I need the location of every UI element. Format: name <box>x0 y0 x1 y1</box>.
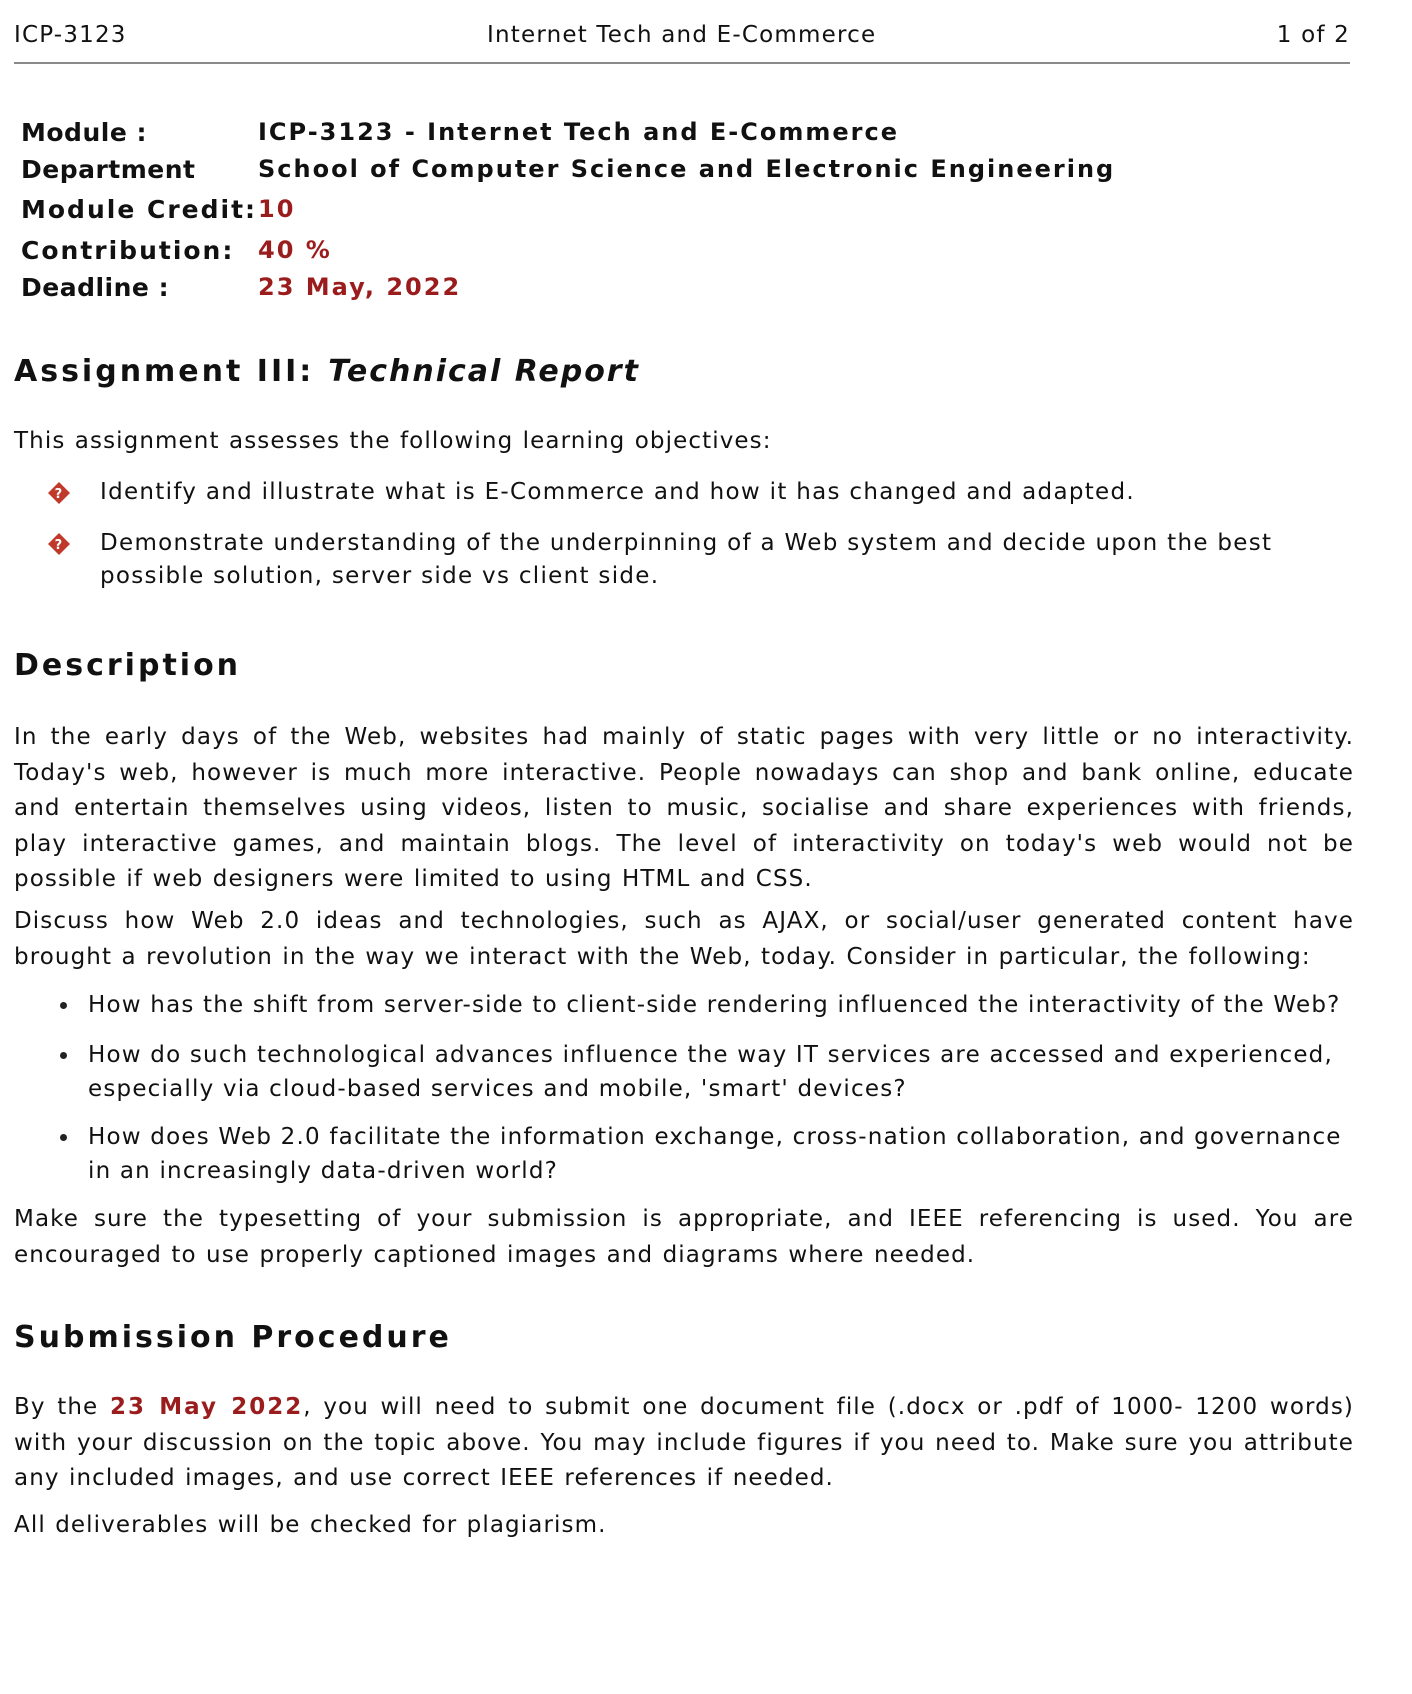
header-course-title: Internet Tech and E-Commerce <box>487 22 877 48</box>
module-label: Module : <box>21 118 147 147</box>
objective-text: Demonstrate understanding of the underpinning of a Web system and decide upon the best possible solution, server side vs client side. <box>100 530 1273 589</box>
bullet-item <box>60 988 1352 1022</box>
description-paragraph-3: Make sure the typesetting of your submission is appropriate, and IEEE referencing is used. You are encouraged to use properly captioned images and diagrams where needed. <box>14 1206 1354 1268</box>
page-header <box>14 18 1350 64</box>
plagiarism-note: All deliverables will be checked for plagiarism. <box>14 1512 607 1538</box>
diamond-question-icon <box>48 533 70 555</box>
department-label: Department <box>21 155 196 184</box>
bullet-text: How has the shift from server-side to client-side rendering influenced the interactivity of the Web? <box>88 992 1341 1018</box>
objective-item <box>48 476 1348 509</box>
objective-item <box>48 527 1348 593</box>
svg-text:?: ? <box>54 487 64 502</box>
contribution-label: Contribution: <box>21 236 235 265</box>
assignment-subtitle: Technical Report <box>328 354 640 389</box>
submission-paragraph <box>14 1390 1354 1497</box>
credit-label: Module Credit: <box>21 195 258 224</box>
credit-value: 10 <box>258 195 296 223</box>
header-module-code: ICP-3123 <box>14 22 127 48</box>
objectives-intro: This assignment assesses the following learning objectives: <box>14 428 772 454</box>
submission-date: 23 May 2022 <box>109 1394 304 1420</box>
assignment-heading-label: Assignment III: <box>14 354 315 389</box>
header-page-indicator: 1 of 2 <box>1276 22 1350 48</box>
assignment-heading <box>14 354 640 389</box>
submission-lead: By the <box>14 1394 99 1420</box>
description-paragraph-1: In the early days of the Web, websites had mainly of static pages with very little or no interactivity. Today's web, however is much more interactive. People nowadays can shop and bank online, educate and entertain themselves using videos, listen to music, socialise and share experiences with friends, play interactive games, and maintain blogs. The level of interactivity on today's web would not be possible if web designers were limited to using HTML and CSS. <box>14 724 1354 892</box>
module-value: ICP-3123 - Internet Tech and E-Commerce <box>258 118 899 146</box>
contribution-value: 40 % <box>258 236 332 264</box>
deadline-value: 23 May, 2022 <box>258 273 462 301</box>
bullet-dot <box>60 1134 67 1141</box>
diamond-question-icon <box>48 482 70 504</box>
submission-heading: Submission Procedure <box>14 1320 452 1355</box>
bullet-dot <box>60 1052 67 1059</box>
bullet-item <box>60 1120 1352 1188</box>
description-paragraph-2: Discuss how Web 2.0 ideas and technologies, such as AJAX, or social/user generated content have brought a revolution in the way we interact with the Web, today. Consider in particular, the following: <box>14 908 1354 970</box>
bullet-text: How does Web 2.0 facilitate the information exchange, cross-nation collaboration, and governance in an increasingly data-driven world? <box>88 1124 1342 1184</box>
bullet-item <box>60 1038 1352 1106</box>
deadline-label: Deadline : <box>21 273 170 302</box>
objective-text: Identify and illustrate what is E-Commerce and how it has changed and adapted. <box>100 479 1136 505</box>
description-heading: Description <box>14 648 242 683</box>
bullet-dot <box>60 1002 67 1009</box>
department-value: School of Computer Science and Electronic Engineering <box>258 155 1116 183</box>
submission-details: , you will need to submit one document file (.docx or .pdf of 1000- 1200 words) with your discussion on the topic above. You may include figures if you need to. Make sure you attribute any included images, and use correct IEEE references if needed. <box>14 1394 1354 1491</box>
svg-text:?: ? <box>54 538 64 553</box>
bullet-text: How do such technological advances influence the way IT services are accessed and experienced, especially via cloud-based services and mobile, 'smart' devices? <box>88 1042 1333 1102</box>
